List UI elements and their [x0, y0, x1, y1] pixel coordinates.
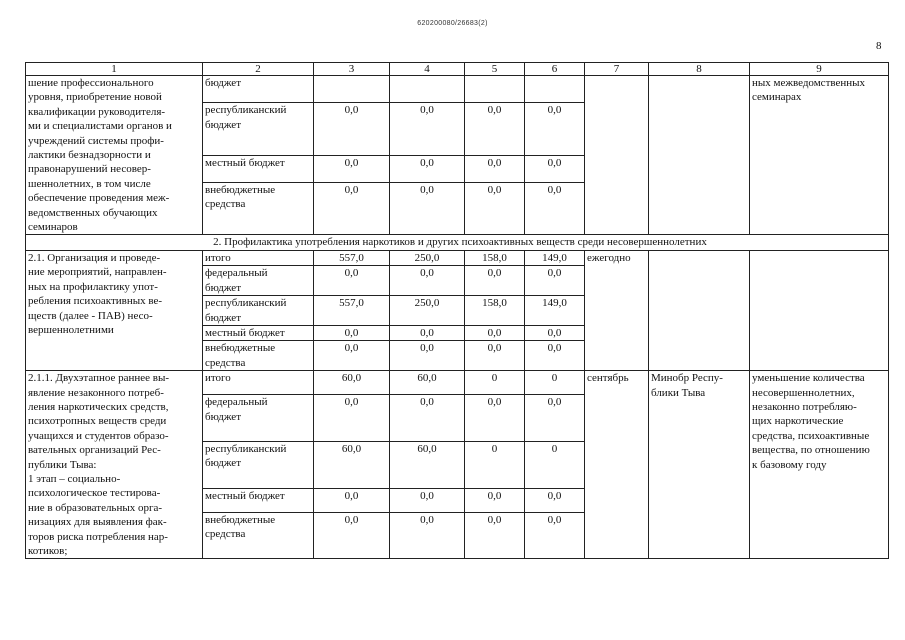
amount-cell [525, 266, 585, 296]
description-line: ребления психоактивных ве- [28, 295, 163, 308]
result-line: незаконно потребляю- [752, 400, 857, 413]
funding-source-line: внебюджетные [205, 183, 276, 196]
amount-value: 0,0 [487, 104, 502, 117]
funding-source-line: средства [205, 528, 246, 541]
amount-value: 60,0 [341, 442, 362, 455]
table-row [26, 371, 889, 395]
amount-cell [525, 325, 585, 340]
funding-source-line: местный бюджет [205, 326, 285, 339]
amount-value: 149,0 [542, 251, 567, 264]
amount-value: 0,0 [547, 326, 562, 339]
description-line: вательных организаций Рес- [28, 444, 161, 457]
amount-cell [465, 371, 525, 395]
description-line: 2.1.1. Двухэтапное раннее вы- [28, 372, 170, 385]
amount-value: 0,0 [487, 267, 502, 280]
amount-value: 0,0 [487, 513, 502, 526]
amount-cell [465, 103, 525, 156]
funding-source [203, 76, 314, 103]
column-header-5 [465, 63, 525, 76]
amount-cell [465, 296, 525, 326]
amount-value: 250,0 [414, 251, 440, 264]
term-cell [585, 76, 649, 235]
amount-cell [465, 266, 525, 296]
funding-source-line: бюджет [205, 118, 241, 131]
amount-cell [390, 155, 465, 182]
amount-cell [390, 182, 465, 235]
result-line: ных межведомственных [752, 77, 866, 89]
amount-cell [390, 76, 465, 103]
executor-line: блики Тыва [651, 386, 706, 399]
description-line: котиков; [28, 545, 68, 557]
funding-source-line: средства [205, 198, 246, 211]
header-row [26, 63, 889, 76]
amount-value: 557,0 [339, 251, 364, 264]
description-line: вершеннолетними [28, 323, 114, 336]
term-value: ежегодно [587, 251, 631, 264]
column-header-label: 7 [613, 63, 620, 75]
amount-cell [525, 488, 585, 512]
amount-cell [314, 266, 390, 296]
description-line: обеспечение проведения меж- [28, 192, 170, 205]
amount-value: 0,0 [420, 489, 434, 502]
amount-value: 0,0 [547, 513, 562, 526]
funding-source-line: федеральный [205, 396, 268, 409]
amount-cell [314, 76, 390, 103]
term-cell [585, 250, 649, 370]
column-header-label: 2 [255, 63, 261, 75]
column-header-label: 8 [696, 63, 702, 75]
amount-value: 0,0 [344, 396, 359, 409]
amount-cell [465, 250, 525, 265]
amount-cell [465, 182, 525, 235]
amount-value: 0,0 [344, 342, 359, 355]
result-line: щих наркотические [752, 415, 844, 428]
funding-source-line: средства [205, 356, 246, 369]
amount-value: 0 [491, 372, 498, 385]
description-line: ных на профилактику упот- [28, 280, 158, 293]
amount-cell [314, 512, 390, 559]
amount-value: 0 [491, 442, 498, 455]
funding-source [203, 325, 314, 340]
description-line: ние мероприятий, направлен- [28, 266, 167, 279]
amount-cell [525, 296, 585, 326]
amount-cell [465, 512, 525, 559]
funding-source [203, 512, 314, 559]
amount-value: 0,0 [420, 183, 434, 196]
funding-source-line: федеральный [205, 267, 268, 280]
amount-cell [314, 395, 390, 442]
amount-value: 0 [551, 372, 558, 385]
description-line: низациях для выявления фак- [28, 516, 167, 529]
amount-cell [525, 182, 585, 235]
amount-cell [465, 76, 525, 103]
description-line: ществ (далее - ПАВ) несо- [28, 309, 153, 322]
funding-source-line: местный бюджет [205, 489, 285, 502]
amount-value: 0,0 [547, 267, 562, 280]
description-line: лактики безнадзорности и [28, 149, 151, 162]
amount-value: 60,0 [417, 442, 437, 455]
amount-cell [314, 371, 390, 395]
funding-source-line: итого [205, 251, 231, 264]
amount-cell [314, 325, 390, 340]
amount-value: 0,0 [547, 156, 562, 169]
column-header-3 [314, 63, 390, 76]
amount-value: 149,0 [542, 297, 567, 310]
result-line: уменьшение количества [752, 372, 865, 385]
amount-cell [314, 155, 390, 182]
amount-cell [525, 371, 585, 395]
amount-cell [390, 395, 465, 442]
amount-cell [314, 341, 390, 371]
amount-value: 0,0 [420, 513, 434, 526]
amount-cell [390, 266, 465, 296]
amount-value: 0,0 [547, 396, 562, 409]
amount-value: 0,0 [547, 183, 562, 196]
amount-cell [390, 296, 465, 326]
amount-cell [525, 76, 585, 103]
amount-value: 0 [551, 442, 558, 455]
amount-value: 0,0 [344, 267, 359, 280]
funding-source [203, 250, 314, 265]
result-line: несовершеннолетних, [752, 386, 855, 399]
amount-cell [465, 395, 525, 442]
description-line: учащихся и студентов образо- [28, 429, 169, 442]
description-line: учреждений системы профи- [28, 134, 164, 147]
funding-source [203, 296, 314, 326]
amount-cell [525, 155, 585, 182]
section-title-text: 2. Профилактика употребления наркотиков и других психоактивных веществ среди несовершеннолетних [213, 236, 707, 249]
amount-value: 0,0 [344, 183, 359, 196]
column-header-1 [26, 63, 203, 76]
amount-cell [525, 395, 585, 442]
amount-cell [390, 371, 465, 395]
amount-cell [465, 341, 525, 371]
column-header-4 [390, 63, 465, 76]
table-row [26, 76, 889, 103]
amount-value: 0,0 [487, 342, 502, 355]
amount-value: 0,0 [420, 104, 434, 117]
description-line: шение профессионального [28, 77, 154, 89]
amount-value: 60,0 [417, 372, 437, 385]
description-line: торов риска потребления нар- [28, 530, 168, 543]
amount-value: 0,0 [487, 489, 502, 502]
funding-source-line: республиканский [205, 297, 287, 310]
funding-source-line: бюджет [205, 281, 241, 294]
column-header-label: 4 [424, 63, 430, 75]
amount-cell [465, 441, 525, 488]
column-header-8 [649, 63, 750, 76]
description-line: ведомственных обучающих [28, 206, 158, 219]
result-cell [750, 371, 889, 559]
funding-source-line: республиканский [205, 104, 287, 117]
amount-value: 0,0 [344, 104, 359, 117]
funding-source-line: внебюджетные [205, 513, 276, 526]
description-line: психологическое тестирова- [28, 487, 161, 500]
funding-source [203, 371, 314, 395]
amount-cell [465, 325, 525, 340]
description-line: 1 этап – социально- [28, 472, 121, 485]
term-cell [585, 371, 649, 559]
column-header-2 [203, 63, 314, 76]
funding-source-line: бюджет [205, 410, 241, 423]
amount-cell [465, 488, 525, 512]
amount-cell [390, 441, 465, 488]
amount-value: 0,0 [487, 326, 502, 339]
description-line: 2.1. Организация и проведе- [28, 251, 161, 264]
amount-value: 0,0 [420, 326, 434, 339]
column-header-label: 9 [816, 63, 822, 75]
result-cell [750, 250, 889, 370]
description-line: правонарушений несовер- [28, 163, 151, 176]
table-row [26, 250, 889, 265]
amount-value: 158,0 [482, 251, 507, 264]
description-line: семинаров [28, 221, 78, 234]
funding-source-line: бюджет [205, 77, 241, 89]
activity-description [26, 76, 203, 235]
column-header-label: 5 [491, 63, 498, 75]
amount-value: 158,0 [482, 297, 507, 310]
amount-cell [314, 182, 390, 235]
funding-source [203, 395, 314, 442]
amount-cell [390, 341, 465, 371]
description-line: явление незаконного потреб- [28, 386, 164, 399]
funding-source [203, 103, 314, 156]
column-header-6 [525, 63, 585, 76]
amount-value: 0,0 [487, 156, 502, 169]
amount-value: 0,0 [344, 156, 359, 169]
amount-cell [390, 512, 465, 559]
amount-value: 0,0 [487, 183, 502, 196]
amount-cell [525, 250, 585, 265]
result-cell [750, 76, 889, 235]
description-line: уровня, приобретение новой [28, 91, 162, 104]
amount-value: 557,0 [339, 297, 364, 310]
funding-source-line: республиканский [205, 442, 287, 455]
section-row [26, 235, 889, 250]
funding-source [203, 488, 314, 512]
executor-line: Минобр Респу- [651, 372, 723, 385]
amount-value: 0,0 [344, 513, 359, 526]
amount-value: 0,0 [547, 342, 562, 355]
description-line: квалификации руководителя- [28, 105, 166, 118]
executor-cell [649, 371, 750, 559]
result-line: семинарах [752, 91, 802, 104]
amount-value: 0,0 [547, 104, 562, 117]
amount-cell [314, 296, 390, 326]
amount-value: 0,0 [420, 342, 434, 355]
result-line: вещества, по отношению [752, 444, 870, 457]
column-header-label: 3 [348, 63, 355, 75]
amount-value: 0,0 [420, 156, 434, 169]
amount-cell [390, 250, 465, 265]
funding-source [203, 341, 314, 371]
funding-source-line: итого [205, 372, 231, 385]
activity-description [26, 250, 203, 370]
column-header-9 [750, 63, 889, 76]
amount-cell [525, 441, 585, 488]
column-header-label: 1 [111, 63, 117, 75]
amount-cell [390, 325, 465, 340]
amount-cell [314, 103, 390, 156]
activity-description [26, 371, 203, 559]
document-id: 620200080/26683(2) [417, 20, 488, 27]
amount-cell [390, 488, 465, 512]
column-header-label: 6 [551, 63, 558, 75]
amount-value: 0,0 [420, 267, 434, 280]
funding-source-line: бюджет [205, 457, 241, 470]
column-header-7 [585, 63, 649, 76]
term-value: сентябрь [587, 372, 629, 385]
amount-value: 0,0 [420, 396, 434, 409]
amount-cell [314, 250, 390, 265]
amount-value: 60,0 [341, 372, 362, 385]
result-line: к базовому году [752, 458, 827, 471]
amount-cell [314, 488, 390, 512]
description-line: ления наркотических средств, [28, 400, 169, 413]
amount-cell [525, 341, 585, 371]
description-line: ние в образовательных орга- [28, 501, 163, 514]
amount-value: 0,0 [344, 326, 359, 339]
funding-source-line: бюджет [205, 311, 241, 324]
amount-cell [314, 441, 390, 488]
amount-cell [465, 155, 525, 182]
funding-source [203, 441, 314, 488]
program-table [25, 62, 889, 559]
amount-cell [525, 103, 585, 156]
executor-cell [649, 250, 750, 370]
section-title [26, 235, 889, 250]
description-line: ми и специалистами органов и [28, 120, 172, 133]
funding-source-line: внебюджетные [205, 342, 276, 355]
amount-value: 0,0 [487, 396, 502, 409]
page-number: 8 [876, 40, 882, 52]
amount-value: 0,0 [344, 489, 359, 502]
funding-source-line: местный бюджет [205, 156, 285, 169]
funding-source [203, 182, 314, 235]
result-line: средства, психоактивные [752, 429, 870, 442]
executor-cell [649, 76, 750, 235]
amount-cell [525, 512, 585, 559]
amount-value: 0,0 [547, 489, 562, 502]
amount-cell [390, 103, 465, 156]
description-line: психотропных веществ среди [28, 415, 167, 428]
description-line: публики Тыва: [28, 458, 97, 471]
description-line: шеннолетних, в том числе [28, 177, 151, 190]
amount-value: 250,0 [414, 297, 440, 310]
funding-source [203, 155, 314, 182]
funding-source [203, 266, 314, 296]
